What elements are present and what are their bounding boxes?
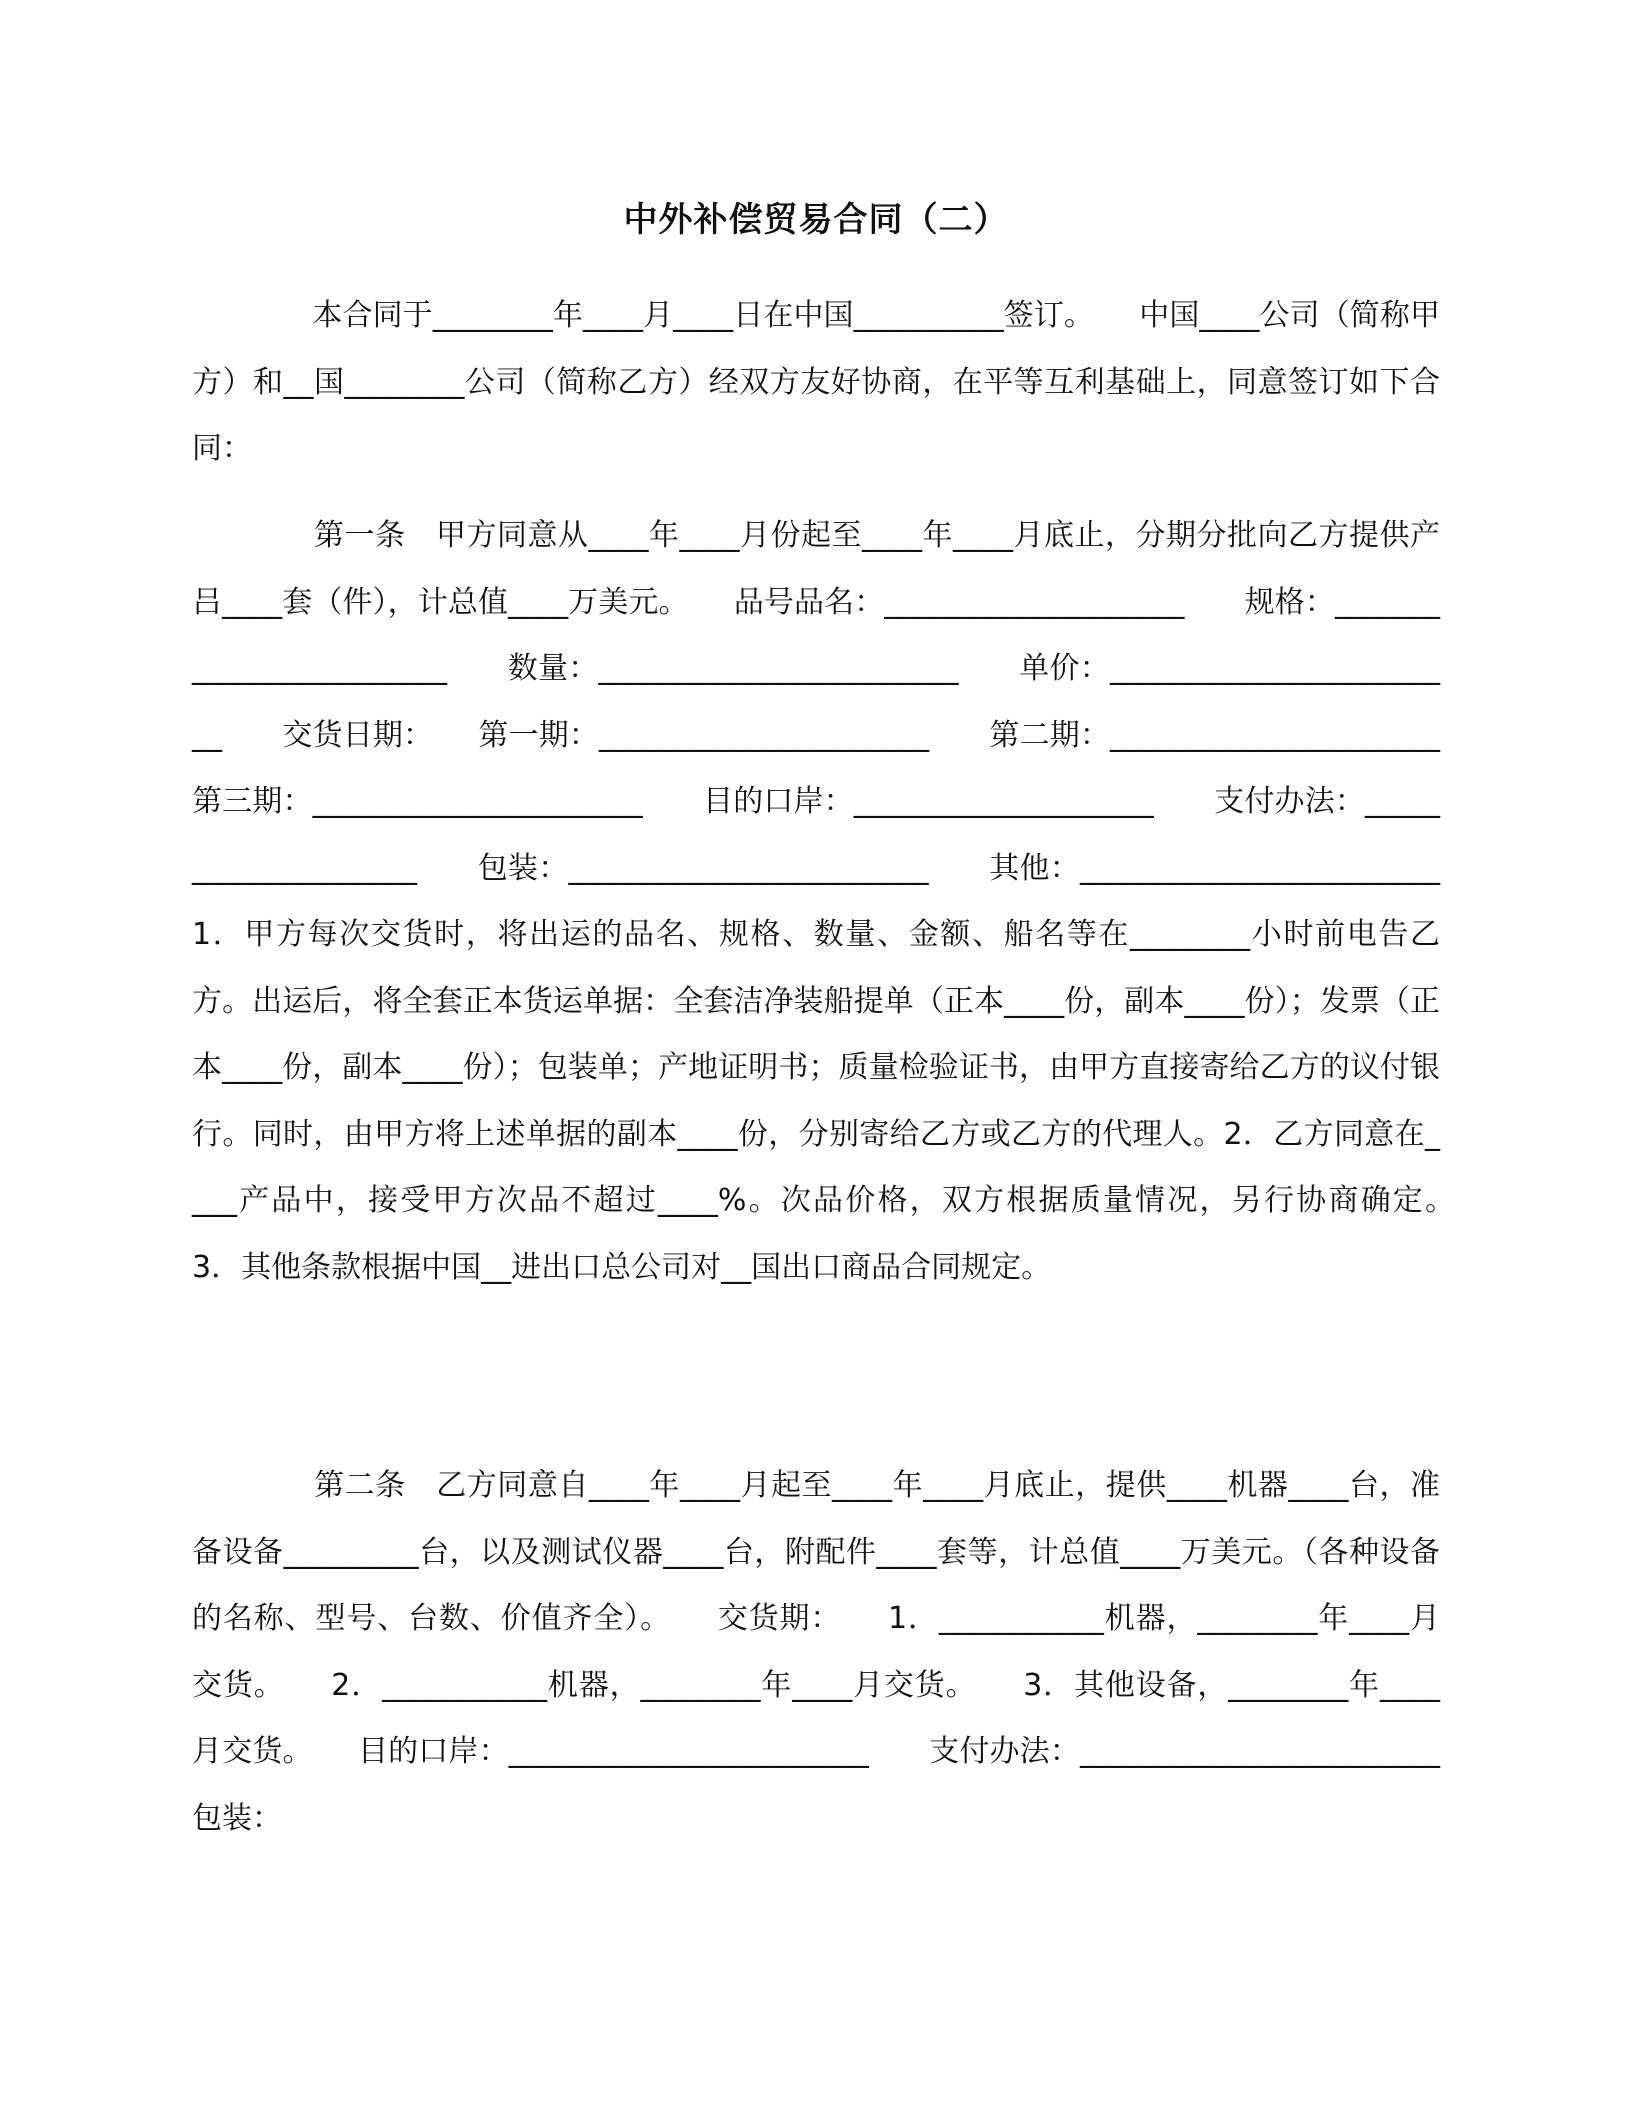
paragraph-article-1: 第一条 甲方同意从____年____月份起至____年____月底止，分期分批向乙方提供产吕____套（件），计总值____万美元。 品号品名：____________________ 规格：________________________ 数量：________________________ 单价：________________________ 交货日期： 第一期：______________________ 第二期：______________________ 第三期：______________________ 目的口岸：____________________ 支付办法：____________________ 包装：________________________ 其他：________________________ 1．甲方每次交货时，将出运的品名、规格、数量、金额、船名等在________小时前电告乙方。出运后，将全套正本货运单据：全套洁净装船提单（正本____份，副本____份）；发票（正本____份，副本____份）；包装单；产地证明书；质量检验证书，由甲方直接寄给乙方的议付银行。同时，由甲方将上述单据的副本____份，分别寄给乙方或乙方的代理人。2．乙方同意在____产品中，接受甲方次品不超过____%。次品价格，双方根据质量情况，另行协商确定。 3．其他条款根据中国__进出口总公司对__国出口商品合同规定。	[192, 518, 1500, 1285]
paragraph-article-2: 第二条 乙方同意自____年____月起至____年____月底止，提供____机器____台，准备设备_________台，以及测试仪器____台，附配件____套等，计总值____万美元。（各种设备的名称、型号、台数、价值齐全）。 交货期： 1．___________机器，________年____月交货。 2．___________机器，________年____月交货。 3．其他设备，________年____月交货。 目的口岸：________________________ 支付办法：________________________ 包装：	[192, 1468, 1500, 1836]
paragraph-preamble: 本合同于________年____月____日在中国__________签订。 中国____公司（简称甲方）和__国________公司（简称乙方）经双方友好协商，在平等互利基础上，同意签订如下合同：	[192, 298, 1440, 466]
document-title: 中外补偿贸易合同（二）	[623, 200, 1009, 240]
